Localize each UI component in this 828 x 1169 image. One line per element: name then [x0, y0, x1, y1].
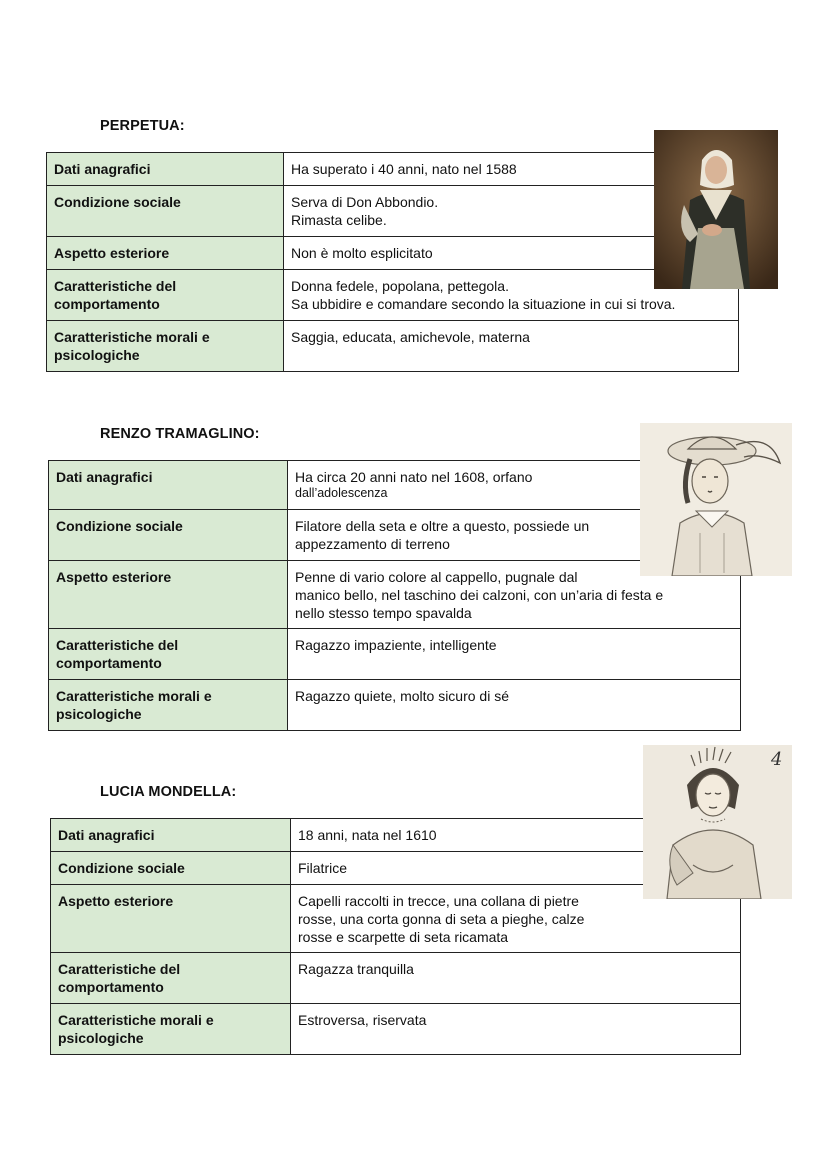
row-value: Saggia, educata, amichevole, materna — [284, 321, 739, 372]
row-value: Ragazzo impaziente, intelligente — [288, 629, 741, 680]
table-row — [51, 885, 741, 953]
row-value: Capelli raccolti in trecce, una collana di pietre rosse, una corta gonna di seta a pieghe, calze rosse e scarpette di seta ricamata — [291, 885, 741, 953]
row-label: Condizione sociale — [49, 510, 288, 561]
row-label: Caratteristiche del comportamento — [51, 953, 291, 1004]
row-label: Caratteristiche morali e psicologiche — [51, 1004, 291, 1055]
row-value: Ragazza tranquilla — [291, 953, 741, 1004]
page-mark: 4 — [771, 749, 783, 770]
table-row — [51, 819, 741, 852]
row-label: Aspetto esteriore — [49, 561, 288, 629]
table-row — [47, 270, 739, 321]
row-value: Non è molto esplicitato — [284, 237, 739, 270]
row-value: 18 anni, nata nel 1610 — [291, 819, 741, 852]
character-table-perpetua — [46, 152, 739, 372]
row-label: Condizione sociale — [51, 852, 291, 885]
lucia-portrait — [643, 745, 792, 899]
table-row — [51, 1004, 741, 1055]
table-row — [47, 153, 739, 186]
row-value: Estroversa, riservata — [291, 1004, 741, 1055]
row-value: Serva di Don Abbondio. Rimasta celibe. — [284, 186, 739, 237]
row-value: Filatrice — [291, 852, 741, 885]
table-row — [47, 321, 739, 372]
table-row — [51, 953, 741, 1004]
table-row — [49, 680, 741, 731]
character-table-renzo — [48, 460, 741, 731]
row-label: Caratteristiche morali e psicologiche — [49, 680, 288, 731]
row-label: Dati anagrafici — [51, 819, 291, 852]
table-row — [49, 461, 741, 510]
row-label: Condizione sociale — [47, 186, 284, 237]
table-row — [51, 852, 741, 885]
row-value: Ragazzo quiete, molto sicuro di sé — [288, 680, 741, 731]
character-table-lucia — [50, 818, 741, 1055]
row-label: Caratteristiche del comportamento — [47, 270, 284, 321]
table-row — [49, 629, 741, 680]
section-title-perpetua: PERPETUA: — [100, 118, 185, 134]
row-value: Filatore della seta e oltre a questo, possiede un appezzamento di terreno — [288, 510, 741, 561]
row-label: Dati anagrafici — [47, 153, 284, 186]
renzo-portrait — [640, 423, 792, 576]
row-value: Penne di vario colore al cappello, pugnale dal manico bello, nel taschino dei calzoni, con un’aria di festa e nello stesso tempo spavalda — [288, 561, 741, 629]
row-label: Caratteristiche morali e psicologiche — [47, 321, 284, 372]
table-row — [47, 237, 739, 270]
row-label: Aspetto esteriore — [47, 237, 284, 270]
section-title-lucia: LUCIA MONDELLA: — [100, 784, 237, 800]
row-value: Ha superato i 40 anni, nato nel 1588 — [284, 153, 739, 186]
table-row — [49, 510, 741, 561]
section-title-renzo: RENZO TRAMAGLINO: — [100, 426, 260, 442]
table-row — [49, 561, 741, 629]
row-label: Dati anagrafici — [49, 461, 288, 510]
table-row — [47, 186, 739, 237]
row-label: Aspetto esteriore — [51, 885, 291, 953]
perpetua-portrait — [654, 130, 778, 289]
row-label: Caratteristiche del comportamento — [49, 629, 288, 680]
row-value: Donna fedele, popolana, pettegola. Sa ubbidire e comandare secondo la situazione in cui si trova. — [284, 270, 739, 321]
row-value: Ha circa 20 anni nato nel 1608, orfano dall’adolescenza — [288, 461, 741, 510]
